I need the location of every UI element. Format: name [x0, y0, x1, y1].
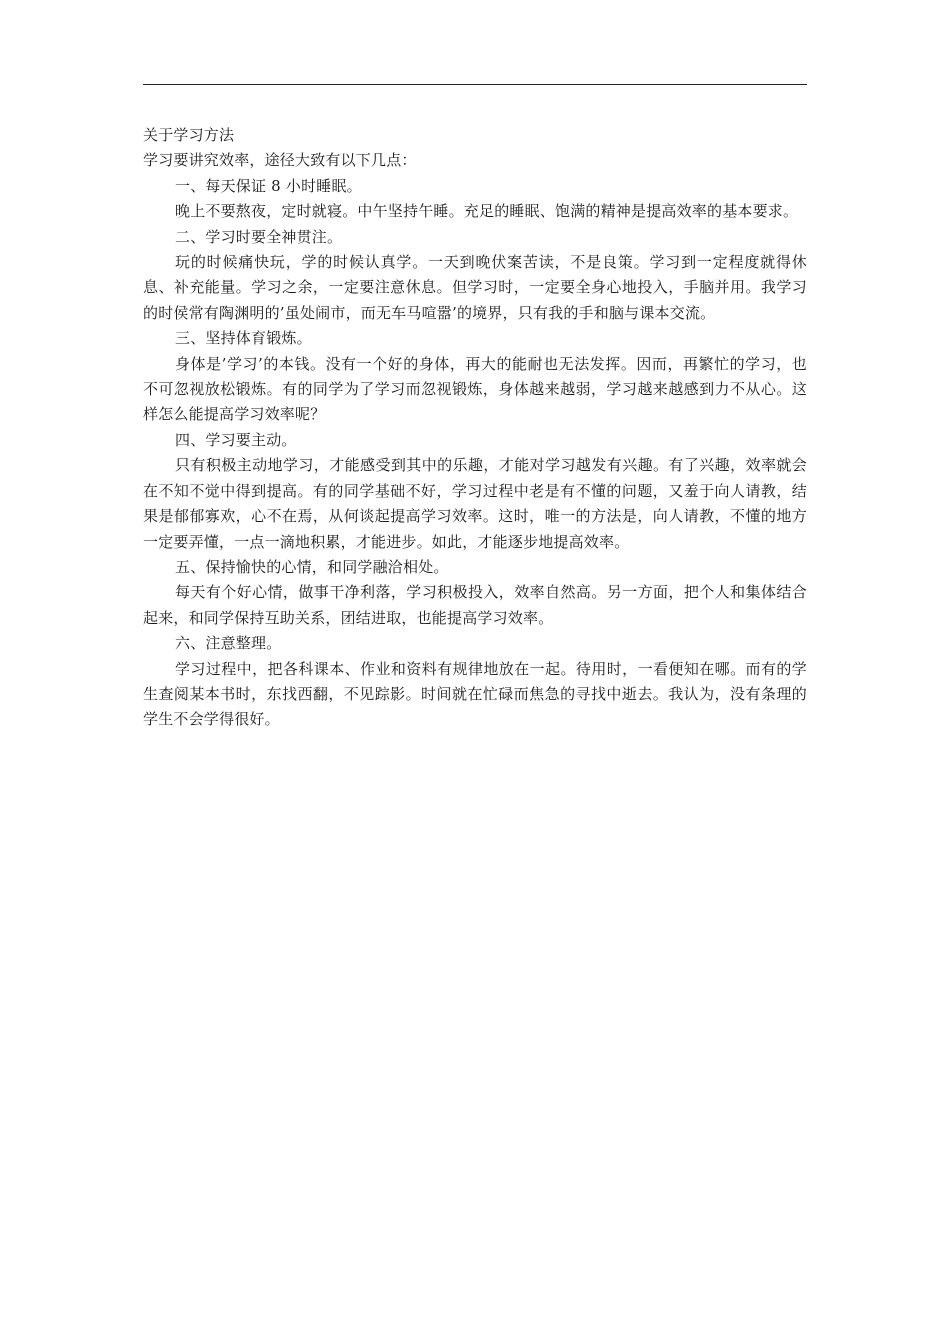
section-body-2: 玩的时候痛快玩，学的时候认真学。一天到晚伏案苦读，不是良策。学习到一定程度就得休息、补充能量。学习之余，一定要注意休息。但学习时，一定要全身心地投入，手脑并用。我学习的时侯常有陶渊明的’虽处闹市，而无车马喧嚣’的境界，只有我的手和脑与课本交流。	[143, 253, 807, 322]
section-heading-2: 二、学习时要全神贯注。	[175, 227, 343, 246]
section-body-3: 身体是’学习’的本钱。没有一个好的身体，再大的能耐也无法发挥。因而，再繁忙的学习，也不可忽视放松锻炼。有的同学为了学习而忽视锻炼，身体越来越弱，学习越来越感到力不从心。这样怎么能提高学习效率呢？	[143, 354, 807, 424]
section-heading-3: 三、坚持体育锻炼。	[175, 329, 312, 348]
section-heading-4: 四、学习要主动。	[175, 430, 297, 449]
section-body-5: 每天有个好心情，做事干净利落，学习积极投入，效率自然高。另一方面，把个人和集体结合起来，和同学保持互助关系，团结进取，也能提高学习效率。	[143, 583, 807, 627]
section-heading-1: 一、每天保证 8 小时睡眠。	[175, 176, 362, 195]
document-body	[143, 123, 807, 733]
section-heading-5: 五、保持愉快的心情，和同学融洽相处。	[175, 557, 449, 576]
header-rule	[143, 84, 807, 85]
section-body-4: 只有积极主动地学习，才能感受到其中的乐趣，才能对学习越发有兴趣。有了兴趣，效率就会在不知不觉中得到提高。有的同学基础不好，学习过程中老是有不懂的问题，又羞于向人请教，结果是郁郁寡欢，心不在焉，从何谈起提高学习效率。这时，唯一的方法是，向人请教，不懂的地方一定要弄懂，一点一滴地积累，才能进步。如此，才能逐步地提高效率。	[143, 456, 807, 551]
section-body-1: 晚上不要熬夜，定时就寝。中午坚持午睡。充足的睡眠、饱满的精神是提高效率的基本要求。	[175, 202, 799, 221]
section-body-6: 学习过程中，把各科课本、作业和资料有规律地放在一起。待用时，一看便知在哪。而有的学生查阅某本书时，东找西翻，不见踪影。时间就在忙碌而焦急的寻找中逝去。我认为，没有条理的学生不会学得很好。	[143, 659, 807, 729]
document-intro: 学习要讲究效率，途径大致有以下几点：	[143, 151, 417, 170]
document-title: 关于学习方法	[143, 126, 235, 144]
section-heading-6: 六、注意整理。	[175, 634, 282, 653]
